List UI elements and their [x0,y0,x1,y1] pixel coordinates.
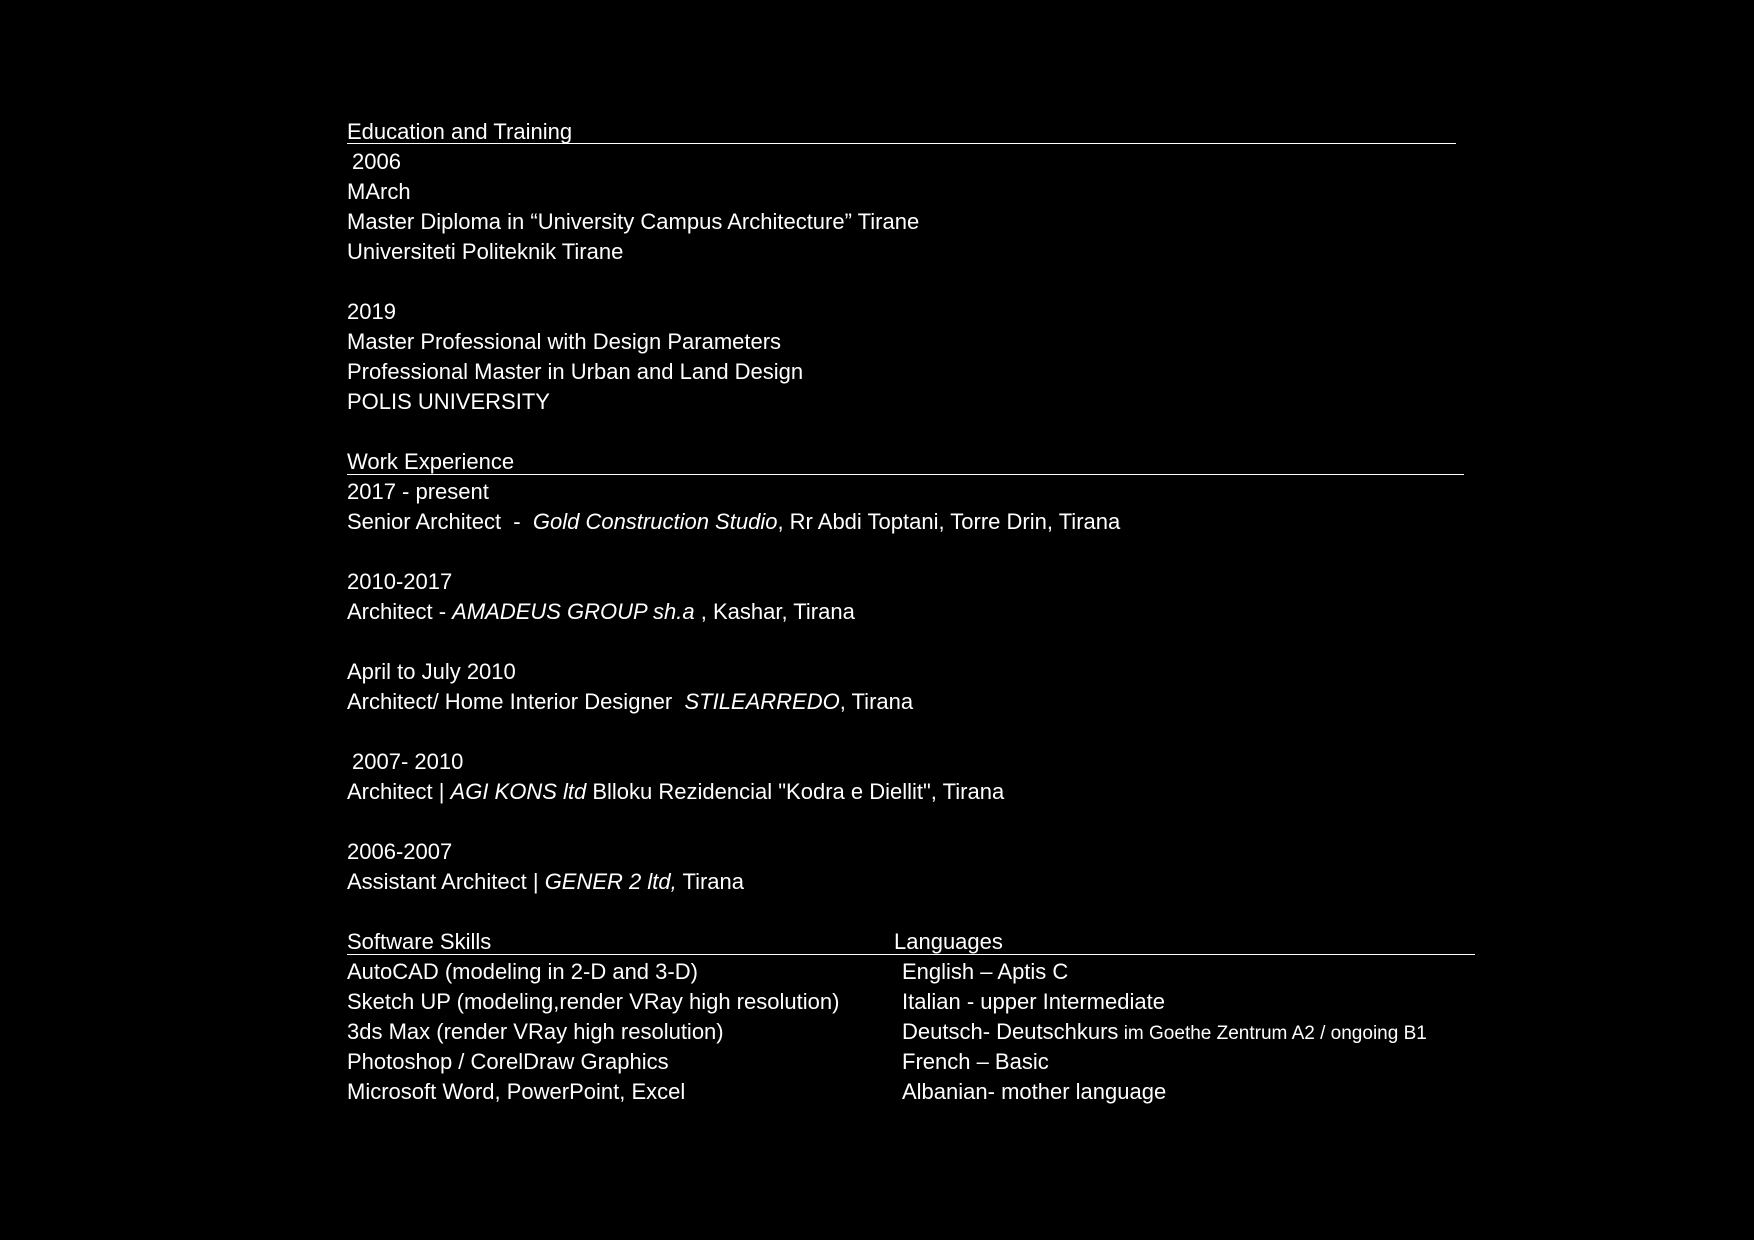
language-main: Italian - upper Intermediate [902,989,1165,1014]
language-item [902,957,1068,987]
work-location: , Tirana [839,689,914,714]
software-item: Photoshop / CorelDraw Graphics [347,1049,669,1074]
work-location: Tirana [676,869,744,894]
software-item: Sketch UP (modeling,render VRay high resolution) [347,989,840,1014]
work-period: 2007- 2010 [352,749,464,774]
work-period: 2010-2017 [347,569,453,594]
work-role-line [347,867,744,897]
software-heading: Software Skills [347,929,492,954]
skills-languages-rule [347,954,1475,955]
work-role: Assistant Architect | [347,869,545,894]
language-item [902,1077,1166,1107]
software-item: 3ds Max (render VRay high resolution) [347,1019,724,1044]
education-line: 2006 [352,149,401,174]
work-period: 2017 - present [347,479,489,504]
language-main: English – Aptis C [902,959,1069,984]
work-role: Architect | [347,779,451,804]
work-company: AGI KONS ltd [450,779,587,804]
education-line: MArch [347,179,411,204]
work-role: Architect/ Home Interior Designer [347,689,685,714]
work-company: STILEARREDO [684,689,840,714]
work-role-line [347,777,1004,807]
language-item [902,1047,1049,1077]
software-item: AutoCAD (modeling in 2-D and 3-D) [347,959,698,984]
work-role-line [347,507,1120,537]
education-heading: Education and Training [347,119,573,144]
education-heading-rule [347,143,1456,144]
language-item [902,1017,1427,1047]
education-line: Master Professional with Design Parameters [347,329,782,354]
education-line: POLIS UNIVERSITY [347,389,550,414]
work-company: GENER 2 ltd, [544,869,677,894]
work-location: Blloku Rezidencial "Kodra e Diellit", Tirana [586,779,1005,804]
language-main: Deutsch- Deutschkurs [902,1019,1119,1044]
language-extra: im Goethe Zentrum A2 / ongoing B1 [1118,1023,1427,1044]
work-role: Senior Architect - [347,509,533,534]
languages-heading: Languages [894,929,1003,954]
work-role-line [347,687,913,717]
education-line: 2019 [347,299,396,324]
work-location: , Rr Abdi Toptani, Torre Drin, Tirana [777,509,1121,534]
language-item [902,987,1165,1017]
work-company: Gold Construction Studio [532,509,778,534]
work-period: 2006-2007 [347,839,453,864]
work-location: , Kashar, Tirana [694,599,855,624]
work-role: Architect - [347,599,453,624]
language-main: French – Basic [902,1049,1049,1074]
language-main: Albanian- mother language [902,1079,1167,1104]
education-line: Universiteti Politeknik Tirane [347,239,624,264]
work-role-line [347,597,855,627]
work-period: April to July 2010 [347,659,516,684]
work-company: AMADEUS GROUP sh.a [452,599,695,624]
software-item: Microsoft Word, PowerPoint, Excel [347,1079,686,1104]
work-heading: Work Experience [347,449,515,474]
education-line: Professional Master in Urban and Land Design [347,359,804,384]
education-line: Master Diploma in “University Campus Architecture” Tirane [347,209,920,234]
work-heading-rule [347,474,1464,475]
